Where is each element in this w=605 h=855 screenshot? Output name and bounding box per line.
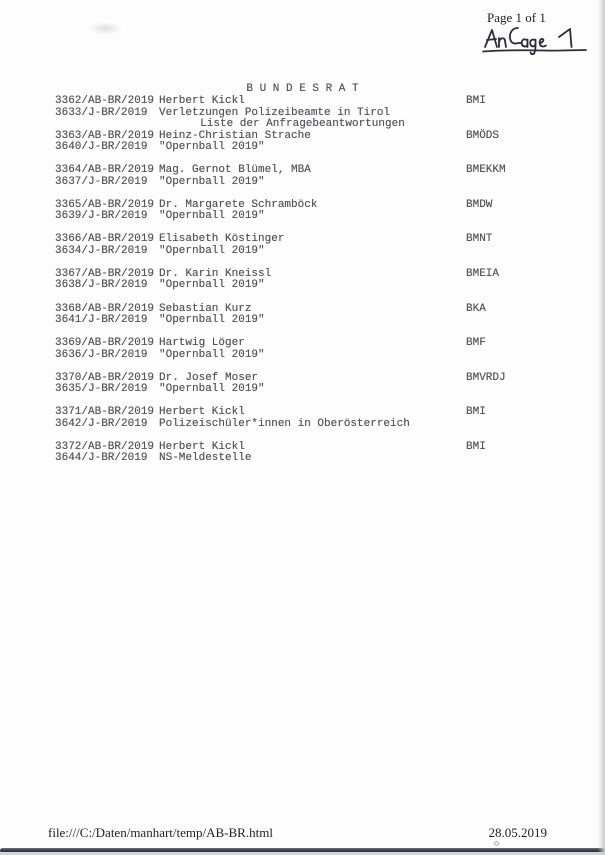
addressee-name: Elisabeth Köstinger: [159, 233, 285, 246]
ab-number: 3365/AB-BR/2019: [55, 198, 155, 211]
inquiry-subject: NS-Meldestelle: [159, 452, 252, 465]
j-number: 3633/J-BR/2019: [55, 106, 148, 119]
document-title: B U N D E S R A T: [246, 83, 359, 95]
inquiry-subject: "Opernball 2019": [159, 383, 265, 396]
inquiry-subject: "Opernball 2019": [159, 279, 265, 292]
addressee-name: Hartwig Löger: [159, 337, 245, 350]
handwriting-stroke: [510, 28, 521, 44]
j-number: 3644/J-BR/2019: [55, 452, 148, 465]
handwriting-stroke: [499, 38, 506, 47]
ministry-code: BMEKKM: [466, 164, 506, 177]
j-number: 3635/J-BR/2019: [55, 383, 148, 396]
handwriting-stroke: [540, 39, 546, 47]
document-subtitle: Liste der Anfragebeantwortungen: [200, 117, 405, 130]
j-number: 3634/J-BR/2019: [55, 244, 148, 257]
page-footer: [48, 825, 547, 841]
ab-number: 3363/AB-BR/2019: [55, 129, 155, 142]
ministry-code: BMÖDS: [466, 129, 500, 142]
ministry-code: BKA: [466, 302, 486, 315]
scan-speck: [494, 841, 499, 846]
j-number: 3642/J-BR/2019: [55, 417, 148, 430]
ab-number: 3362/AB-BR/2019: [55, 95, 155, 107]
addressee-name: Dr. Karin Kneissl: [159, 267, 272, 280]
j-number: 3636/J-BR/2019: [55, 348, 148, 361]
ministry-code: BMF: [466, 337, 486, 350]
inquiry-subject: Polizeischüler*innen in Oberösterreich: [159, 417, 410, 430]
handwriting-stroke: [559, 29, 572, 47]
inquiry-subject: "Opernball 2019": [159, 314, 265, 327]
ministry-code: BMI: [466, 440, 486, 453]
j-number: 3637/J-BR/2019: [55, 175, 148, 188]
inquiry-subject: "Opernball 2019": [159, 210, 265, 223]
ministry-code: BMEIA: [466, 267, 500, 280]
inquiry-subject: "Opernball 2019": [159, 141, 265, 154]
scan-smudge: [88, 22, 122, 35]
addressee-name: Sebastian Kurz: [159, 302, 252, 315]
footer-file-url: file:///C:/Daten/manhart/temp/AB-BR.html: [48, 825, 273, 840]
addressee-name: Dr. Margarete Schramböck: [159, 198, 318, 211]
ab-number: 3364/AB-BR/2019: [55, 164, 155, 177]
inquiry-subject: Verletzungen Polizeibeamte in Tirol: [159, 106, 391, 119]
ab-number: 3369/AB-BR/2019: [55, 337, 155, 350]
ab-number: 3372/AB-BR/2019: [55, 440, 155, 453]
handwriting-stroke: [487, 39, 496, 40]
j-number: 3641/J-BR/2019: [55, 314, 148, 327]
ministry-code: BMNT: [466, 233, 493, 246]
inquiry-subject: "Opernball 2019": [159, 348, 265, 361]
handwritten-annotation-text: [0, 0, 1, 1]
ab-number: 3366/AB-BR/2019: [55, 233, 155, 246]
ministry-code: BMDW: [466, 198, 493, 211]
scan-edge-right: [598, 0, 605, 855]
footer-date: 28.05.2019: [488, 825, 547, 840]
page-indicator: Page 1 of 1: [487, 10, 546, 25]
inquiry-subject: "Opernball 2019": [159, 175, 265, 188]
addressee-name: Herbert Kickl: [159, 406, 245, 419]
ab-number: 3367/AB-BR/2019: [55, 267, 155, 280]
inquiry-subject: "Opernball 2019": [159, 244, 265, 257]
handwritten-annotation: [480, 24, 590, 58]
j-number: 3640/J-BR/2019: [55, 141, 148, 154]
ab-number: 3368/AB-BR/2019: [55, 302, 155, 315]
ab-number: 3371/AB-BR/2019: [55, 406, 155, 419]
ab-number: 3370/AB-BR/2019: [55, 371, 155, 384]
ministry-code: BMI: [466, 95, 486, 107]
ministry-code: BMVRDJ: [466, 371, 506, 384]
addressee-name: Herbert Kickl: [159, 95, 245, 107]
j-number: 3638/J-BR/2019: [55, 279, 148, 292]
j-number: 3639/J-BR/2019: [55, 210, 148, 223]
addressee-name: Mag. Gernot Blümel, MBA: [159, 164, 311, 177]
addressee-name: Heinz-Christian Strache: [159, 129, 311, 142]
addressee-name: Dr. Josef Moser: [159, 371, 259, 384]
addressee-name: Herbert Kickl: [159, 440, 245, 453]
ministry-code: BMI: [466, 406, 486, 419]
